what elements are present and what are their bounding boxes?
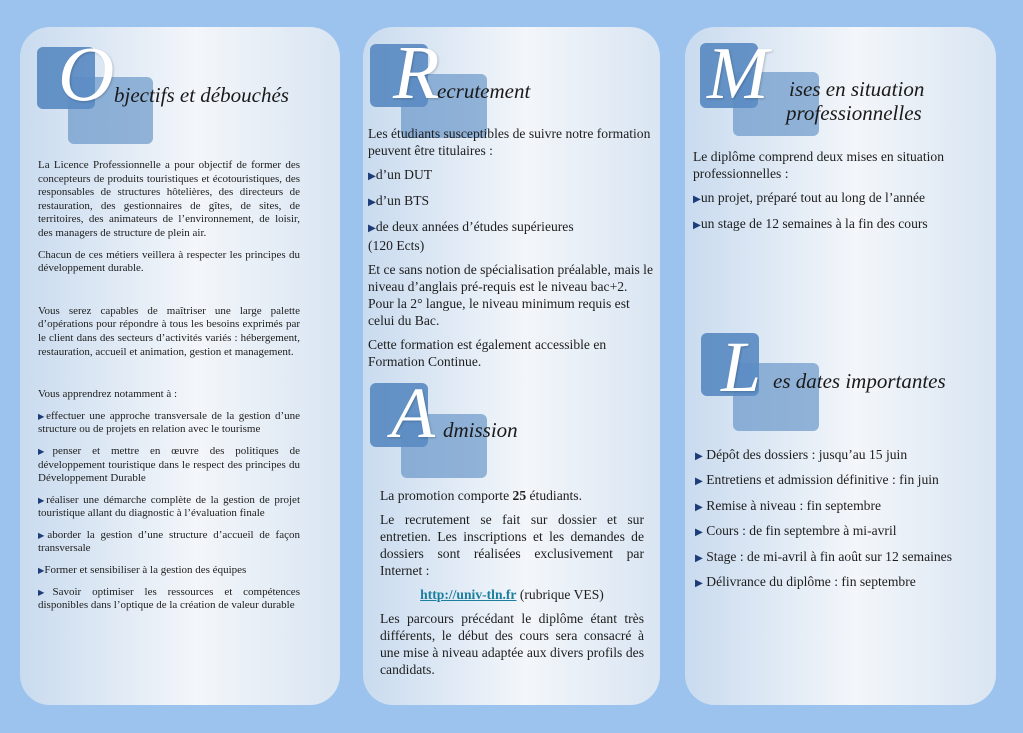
date-item: ▶ Entretiens et admission définitive : fin juin (695, 472, 939, 488)
bullet-arrow-icon: ▶ (693, 220, 701, 231)
learn-item: ▶aborder la gestion d’une structure d’accueil de façon transversale (38, 528, 300, 555)
heading-initial: A (391, 373, 435, 453)
link-line: http://univ-tln.fr (rubrique VES) (420, 587, 604, 602)
bullet-arrow-icon: ▶ (368, 171, 376, 182)
admission-text (380, 487, 644, 685)
heading-initial: R (393, 31, 440, 115)
diploma-item: ▶de deux années d’études supérieures (120 Ects) (368, 219, 574, 253)
section-title: bjectifs et débouchés (114, 83, 289, 107)
sustainability-paragraph: Chacun de ces métiers veillera à respecter les principes du développement durable. (38, 248, 300, 275)
parcours-paragraph: Les parcours précédant le diplôme étant très différents, le début des cours sera consacré à une mise à niveau adaptée aux divers profils des candidats. (380, 611, 644, 677)
learn-intro: Vous apprendrez notamment à : (38, 388, 178, 401)
bullet-arrow-icon: ▶ (695, 552, 703, 564)
bullet-arrow-icon: ▶ (695, 577, 703, 589)
bullet-arrow-icon: ▶ (38, 411, 47, 421)
bullet-arrow-icon: ▶ (368, 197, 376, 208)
bullet-arrow-icon: ▶ (695, 451, 703, 462)
bullet-arrow-icon: ▶ (695, 476, 703, 488)
intro-paragraph: Les étudiants susceptibles de suivre notre formation peuvent être titulaires : (368, 126, 651, 158)
diploma-item: ▶d’un BTS (368, 193, 430, 208)
section-title: ecrutement (437, 79, 531, 103)
dates-list (695, 446, 990, 598)
date-item: ▶ Stage : de mi-avril à fin août sur 12 semaines (695, 548, 953, 564)
recrutement-text (368, 125, 653, 377)
bullet-arrow-icon: ▶ (38, 566, 45, 576)
bullet-arrow-icon: ▶ (695, 527, 703, 539)
continuing-education-paragraph: Cette formation est également accessible en Formation Continue. (368, 337, 607, 369)
section-title: dmission (443, 418, 518, 442)
recruitment-paragraph: Le recrutement se fait sur dossier et sur entretien. Les inscriptions et les demandes de dossiers sont réalisées exclusivement par Internet : (380, 512, 644, 578)
date-item: ▶ Cours : de fin septembre à mi-avril (695, 523, 897, 539)
date-item: ▶ Dépôt des dossiers : jusqu’au 15 juin (695, 447, 908, 462)
heading-initial: M (707, 33, 769, 115)
panel-objectifs (20, 27, 340, 705)
bullet-arrow-icon: ▶ (38, 446, 53, 456)
bullet-arrow-icon: ▶ (695, 501, 703, 513)
bullet-arrow-icon: ▶ (38, 587, 53, 597)
prerequisite-paragraph: Et ce sans notion de spécialisation préalable, mais le niveau d’anglais pré-requis est le niveau bac+2. Pour la 2° langue, le niveau minimum requis est celui du Bac. (368, 262, 653, 328)
promotion-size: La promotion comporte 25 étudiants. (380, 488, 582, 503)
section-title: es dates importantes (773, 369, 946, 393)
bullet-arrow-icon: ▶ (38, 495, 47, 505)
skills-paragraph: Vous serez capables de maîtriser une large palette d’opérations pour répondre à tous les besoins exprimés par le client dans des secteurs d’activités variés : hébergement, restauration, accueil et animation, gestion et management. (38, 304, 300, 358)
objectifs-text (38, 159, 300, 613)
panel-recrutement (363, 27, 660, 705)
learn-item: ▶réaliser une démarche complète de la gestion de projet touristique allant du diagnostic à l’évaluation finale (38, 493, 300, 520)
learn-item: ▶penser et mettre en œuvre des politiques de développement touristique dans le respect des principes du Développement Durable (38, 444, 300, 485)
heading-initial: L (721, 327, 762, 407)
heading-initial: O (58, 30, 115, 117)
situation-item: ▶un projet, préparé tout au long de l’année (693, 190, 926, 205)
bullet-arrow-icon: ▶ (368, 223, 376, 234)
intro-paragraph: La Licence Professionnelle a pour objectif de former des concepteurs de produits touristiques et écotouristiques, des responsables de structures hôtelières, des directeurs de restauration, des gestionnaires de gîtes, de sites, de territoires, des animateurs de l’environnement, de loisir, des managers de structure de plein air. (38, 159, 300, 239)
date-item: ▶ Remise à niveau : fin septembre (695, 497, 882, 513)
mises-en-situation-text (693, 148, 944, 241)
situation-item: ▶un stage de 12 semaines à la fin des cours (693, 216, 928, 231)
intro-paragraph: Le diplôme comprend deux mises en situation professionnelles : (693, 149, 944, 181)
learn-item: ▶Savoir optimiser les ressources et compétences disponibles dans l’optique de la création de valeur durable (38, 585, 300, 612)
bullet-arrow-icon: ▶ (38, 530, 48, 540)
panel-mises-en-situation (685, 27, 996, 705)
bullet-arrow-icon: ▶ (693, 194, 701, 205)
section-title-line2: professionnelles (786, 101, 922, 125)
learn-item: ▶effectuer une approche transversale de la gestion d’une structure ou de projets en relation avec le tourisme (38, 409, 300, 436)
section-title-line1: ises en situation (789, 77, 925, 101)
date-item: ▶ Délivrance du diplôme : fin septembre (695, 573, 916, 589)
diploma-item: ▶d’un DUT (368, 167, 433, 182)
university-link[interactable]: http://univ-tln.fr (420, 587, 517, 602)
ects-note: (120 Ects) (368, 238, 425, 253)
learn-item: ▶Former et sensibiliser à la gestion des équipes (38, 564, 247, 577)
